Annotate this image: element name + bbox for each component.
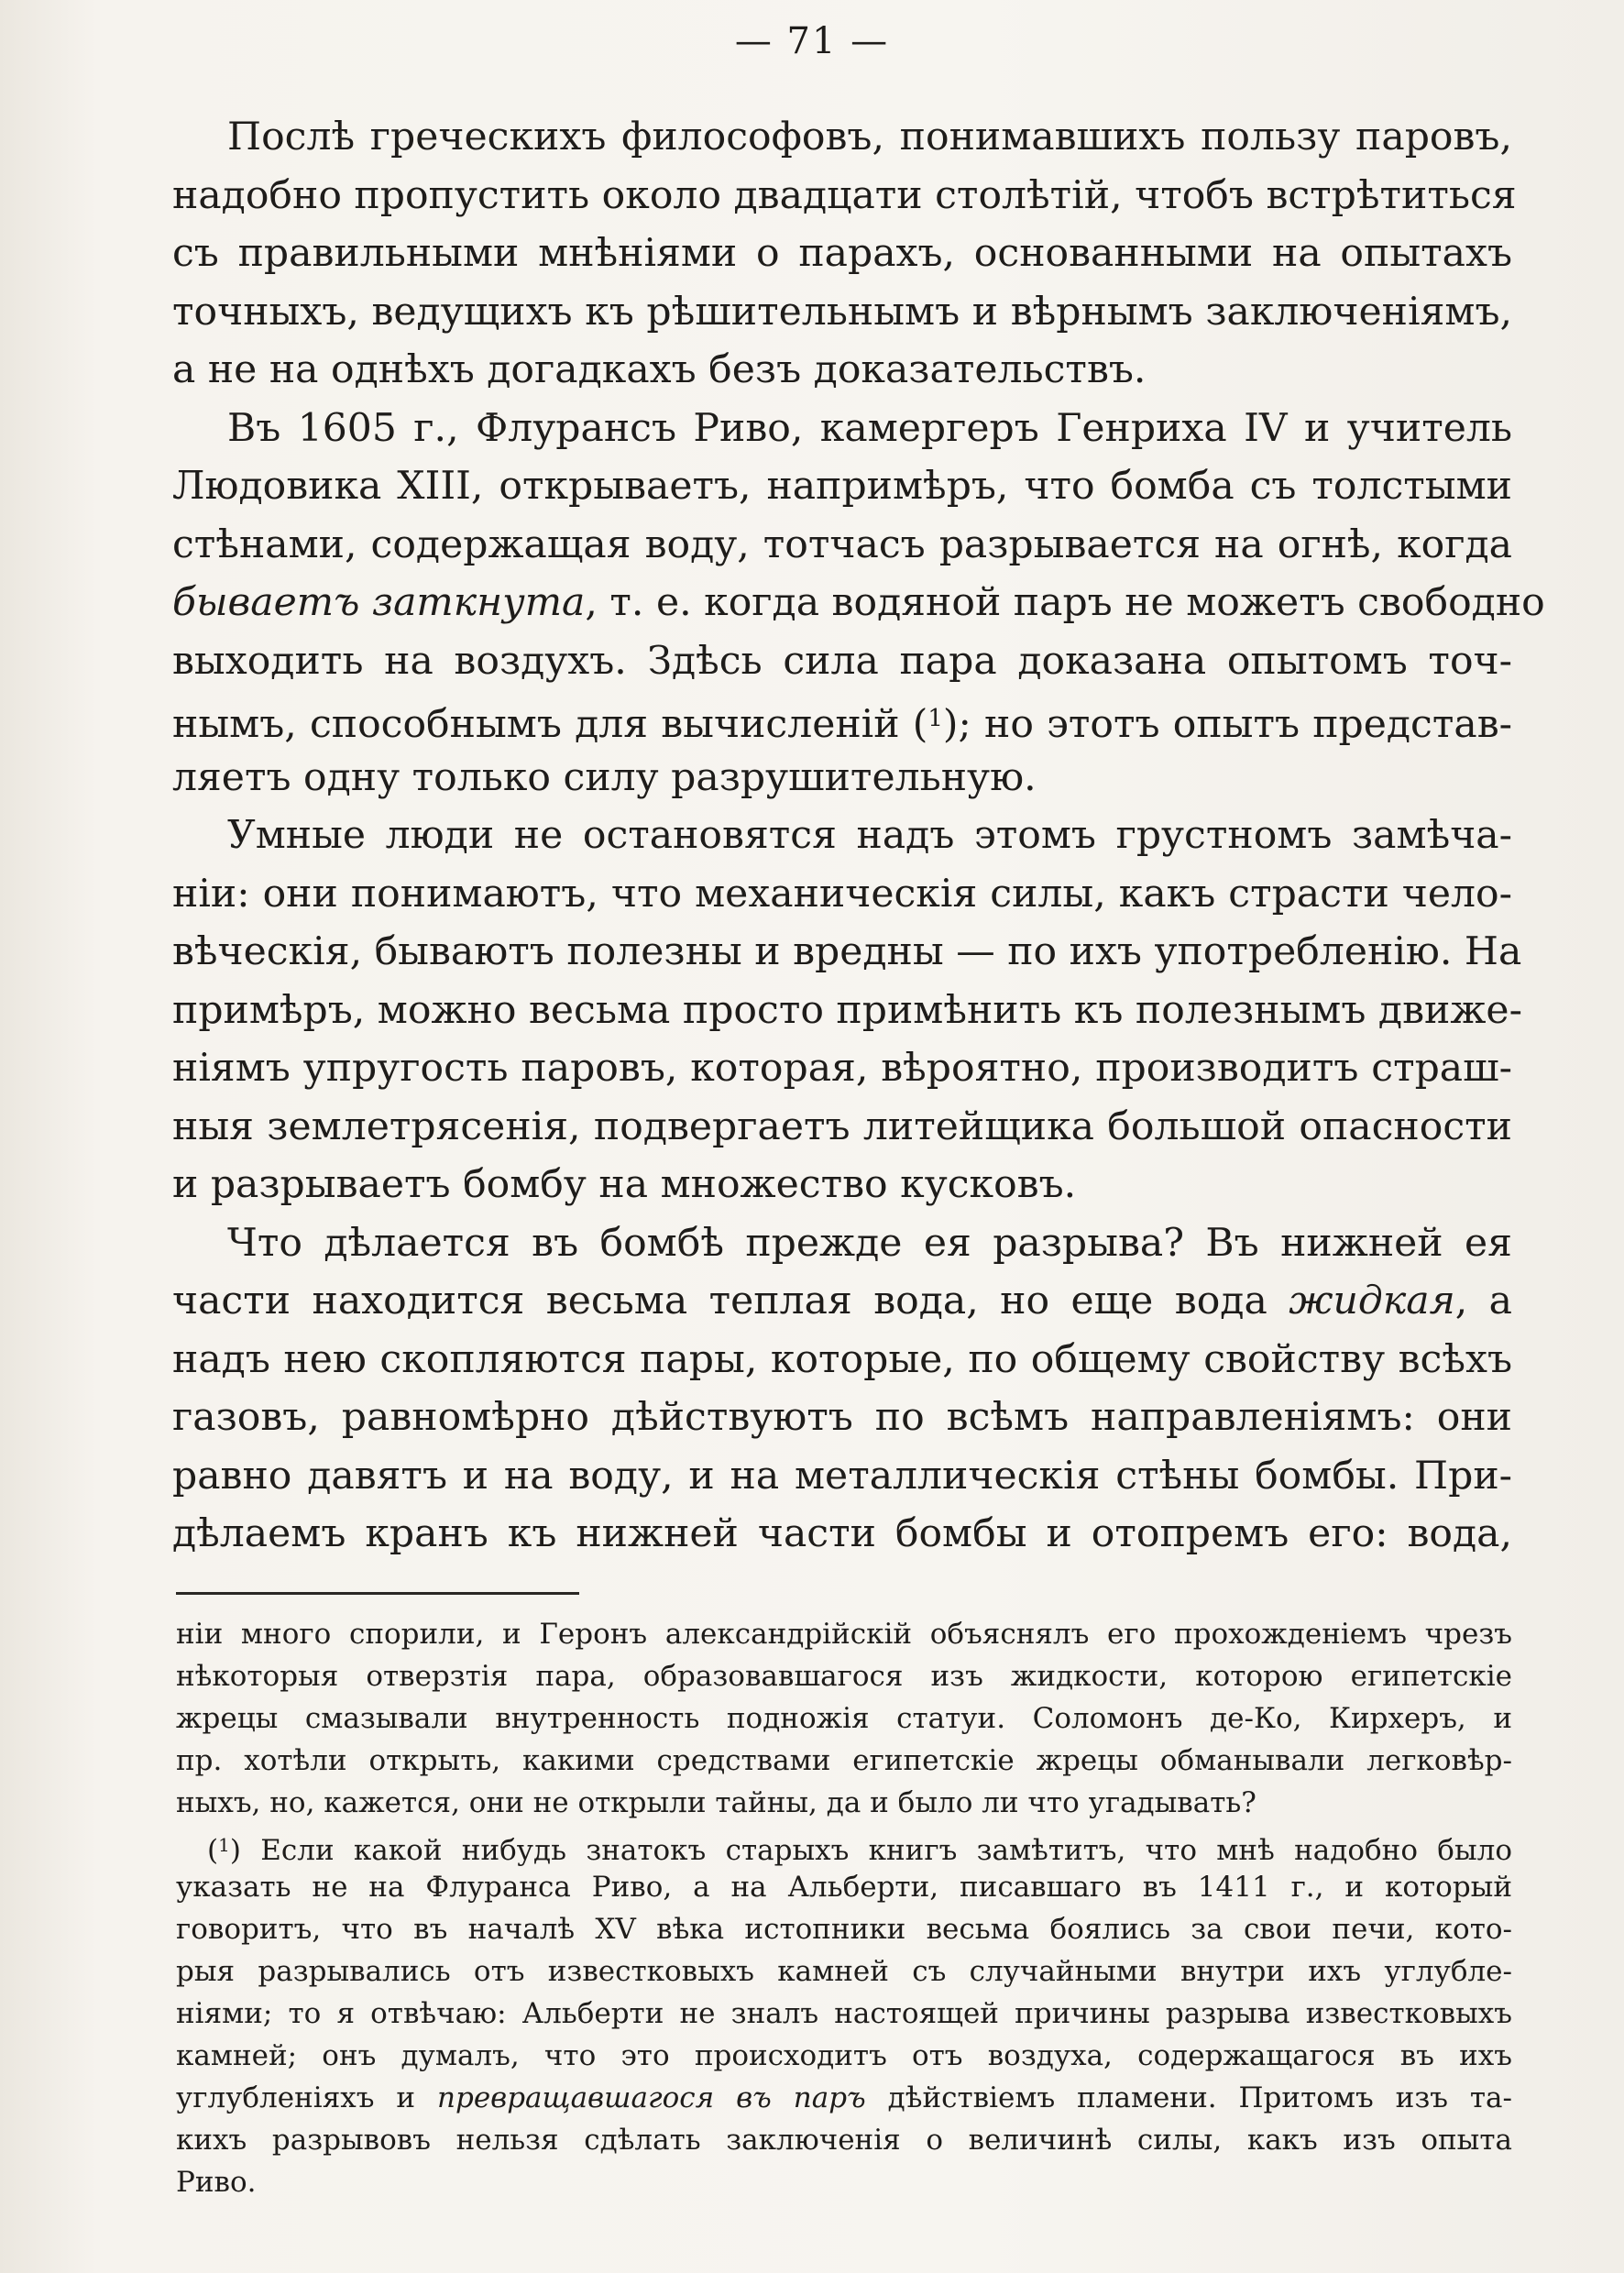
text-line: и разрываетъ бомбу на множество кусковъ. (172, 1162, 1077, 1207)
footnotes (176, 1613, 1512, 2203)
text-run: , а (1454, 1279, 1513, 1323)
text-run: ( (207, 1834, 219, 1867)
text-line: примѣръ, можно весьма просто примѣнить къ полезнымъ движе- (172, 987, 1522, 1033)
text-line (172, 1272, 1512, 1331)
footnote-line: кихъ разрывовъ нельзя сдѣлать заключенія о величинѣ силы, какъ изъ опыта (176, 2124, 1512, 2157)
footnote-line: ніями; то я отвѣчаю: Альберти не зналъ настоящей причины разрыва известковыхъ (176, 1997, 1512, 2030)
footnote-line: указать не на Флуранса Риво, а на Альберти, писавшаго въ 1411 г., и который (176, 1871, 1512, 1904)
text-run: нымъ, способнымъ для вычисленій ( (172, 702, 928, 747)
footnote-line: камней; онъ думалъ, что это происходитъ отъ воздуха, содержащагося въ ихъ (176, 2039, 1512, 2072)
text-run: части находится весьма теплая вода, но еще вода (172, 1279, 1289, 1323)
text-line: дѣлаемъ кранъ къ нижней части бомбы и отопремъ его: вода, (172, 1511, 1512, 1556)
footnote-line: ныхъ, но, кажется, они не открыли тайны, да и было ли что угадывать? (176, 1786, 1256, 1819)
text-line: вѣческія, бываютъ полезны и вредны — по ихъ употребленію. На (172, 929, 1522, 974)
text-line: ніямъ упругость паровъ, которая, вѣроятно, производитъ страш- (172, 1046, 1512, 1091)
footnote-line: нѣкоторыя отверзтія пара, образовавшагося изъ жидкости, которою египетскіе (176, 1660, 1512, 1693)
text-line: съ правильными мнѣніями о парахъ, основанными на опытахъ (172, 231, 1512, 276)
text-run: , т. е. когда водяной паръ не можетъ свободно (585, 580, 1545, 625)
footnote-line: Риво. (176, 2166, 257, 2199)
text-run: дѣйствіемъ пламени. Притомъ изъ та- (865, 2081, 1513, 2114)
text-run: ) Если какой нибудь знатокъ старыхъ книгъ замѣтитъ, что мнѣ надобно было (229, 1834, 1512, 1867)
text-line: ляетъ одну только силу разрушительную. (172, 754, 1037, 800)
text-line: Что дѣлается въ бомбѣ прежде ея разрыва? Въ нижней ея (227, 1220, 1512, 1266)
text-line: Въ 1605 г., Флурансъ Риво, камергеръ Генриха IV и учитель (227, 405, 1512, 451)
text-line: равно давятъ и на воду, и на металлическія стѣны бомбы. При- (172, 1453, 1512, 1499)
text-line (172, 690, 1512, 749)
text-line: точныхъ, ведущихъ къ рѣшительнымъ и вѣрнымъ заключеніямъ, (172, 289, 1512, 335)
footnote-marker: 1 (927, 705, 943, 732)
text-line: Послѣ греческихъ философовъ, понимавшихъ пользу паровъ, (227, 115, 1512, 159)
italic-text: жидкая (1289, 1279, 1455, 1323)
text-line: ныя землетрясенія, подвергаетъ литейщика большой опасности (172, 1104, 1512, 1149)
text-line: выходить на воздухъ. Здѣсь сила пара доказана опытомъ точ- (172, 638, 1512, 684)
text-line: Умные люди не остановятся надъ этомъ грустномъ замѣча- (227, 813, 1512, 858)
footnote-line: рыя разрывались отъ известковыхъ камней съ случайными внутри ихъ углубле- (176, 1955, 1512, 1988)
text-line: надъ нею скопляются пары, которые, по общему свойству всѣхъ (172, 1336, 1512, 1382)
text-line: газовъ, равномѣрно дѣйствуютъ по всѣмъ направленіямъ: они (172, 1395, 1512, 1440)
text-line: Людовика XIII, открываетъ, напримѣръ, что бомба съ толстыми (172, 464, 1512, 509)
footnote-line: ніи много спорили, и Геронъ александрійскій объяснялъ его прохожденіемъ чрезъ (176, 1618, 1512, 1651)
footnote-line: пр. хотѣли открыть, какими средствами египетскіе жрецы обманывали легковѣр- (176, 1744, 1512, 1777)
italic-text: бываетъ заткнута (172, 580, 586, 625)
footnote-line (176, 1824, 1512, 1866)
italic-text: превращавшагося въ паръ (437, 2081, 866, 2114)
text-line: стѣнами, содержащая воду, тотчасъ разрывается на огнѣ, когда (172, 522, 1512, 567)
footnote-marker: 1 (218, 1834, 230, 1856)
text-line: а не на однѣхъ догадкахъ безъ доказательствъ. (172, 347, 1147, 392)
footnote-line: жрецы смазывали внутренность подножія статуи. Соломонъ де-Ко, Кирхеръ, и (176, 1702, 1512, 1735)
footnote-separator (176, 1592, 579, 1595)
main-text (172, 108, 1545, 1564)
text-run: углубленіяхъ и (176, 2081, 438, 2114)
footnote-line (176, 2077, 1512, 2119)
text-line: надобно пропустить около двадцати столѣтій, чтобъ встрѣтиться (172, 172, 1517, 218)
text-line: ніи: они понимаютъ, что механическія силы, какъ страсти чело- (172, 871, 1512, 917)
text-run: ); но этотъ опытъ представ- (942, 702, 1512, 747)
footnote-line: говоритъ, что въ началѣ XV вѣка истопники весьма боялись за свои печи, кото- (176, 1913, 1512, 1946)
text-line (172, 574, 1545, 632)
page-number: — 71 — (734, 20, 890, 62)
